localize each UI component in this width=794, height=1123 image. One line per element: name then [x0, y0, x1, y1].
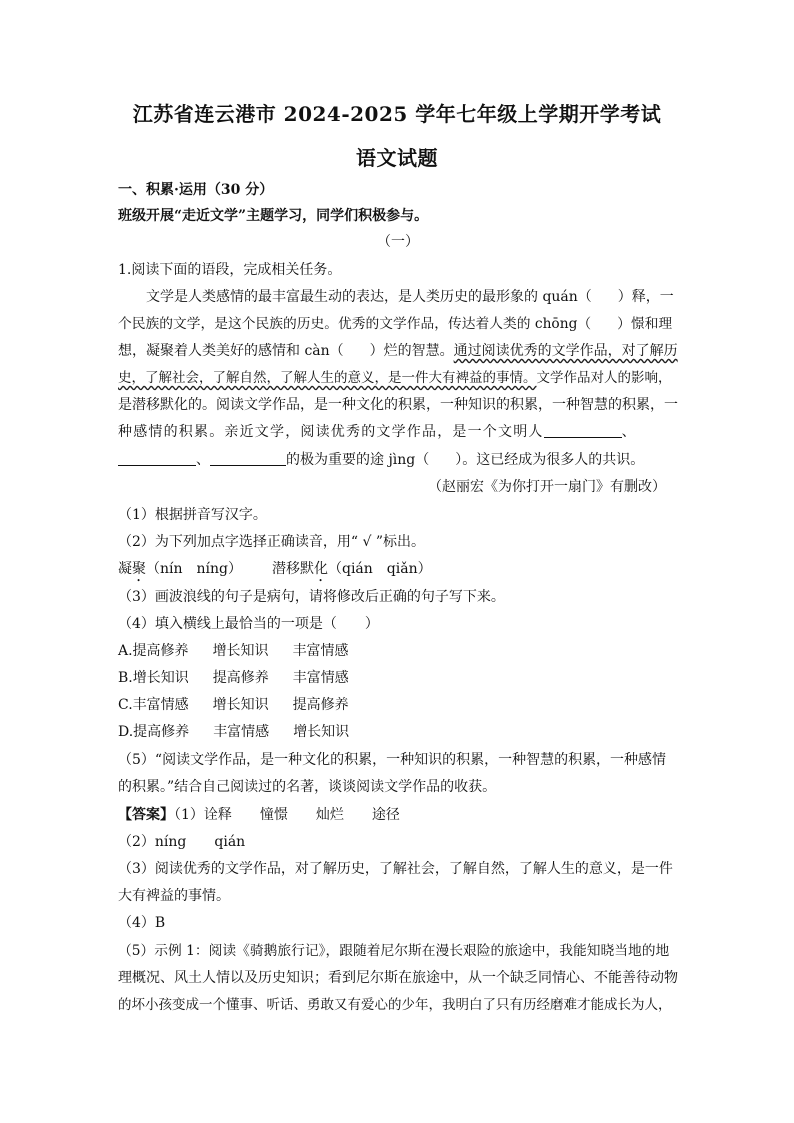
passage-line: 想，凝聚着人类美好的感情和 càn（ ）烂的智慧。通过阅读优秀的文学作品，对了解历	[118, 343, 678, 359]
subquestion-4: （4）填入横线上最恰当的一项是（ ）	[118, 616, 379, 632]
subquestion-2: （2）为下列加点字选择正确读音，用“ √ ”标出。	[118, 534, 426, 550]
pinyin-choices: 凝聚（nín níng） 潜移默化（qián qiǎn）	[118, 561, 432, 577]
answer-5-cont: 理概况、风土人情以及历史知识；看到尼尔斯在旅途中，从一个缺乏同情心、不能善待动物	[118, 970, 678, 986]
passage-line: 是潜移默化的。阅读文学作品，是一种文化的积累，一种知识的积累，一种智慧的积累，一	[118, 397, 678, 413]
section-intro: 班级开展“走近文学”主题学习，同学们积极参与。	[118, 208, 429, 224]
passage-line: 种感情的积累。亲近文学，阅读优秀的文学作品，是一个文明人 、	[118, 424, 637, 440]
option-b[interactable]: B.增长知识 提高修养 丰富情感	[118, 670, 349, 686]
answer-5-cont: 的坏小孩变成一个懂事、听话、勇敢又有爱心的少年，我明白了只有历经磨难才能成长为人，	[118, 997, 672, 1013]
question-prompt: 1.阅读下面的语段，完成相关任务。	[118, 262, 342, 278]
option-d[interactable]: D.提高修养 丰富情感 增长知识	[118, 724, 350, 740]
subquestion-1: （1）根据拼音写汉字。	[118, 507, 267, 523]
page-title: 江苏省连云港市 2024-2025 学年七年级上学期开学考试	[132, 102, 662, 126]
section-heading: 一、积累·运用（30 分）	[118, 182, 274, 198]
passage-line: 、 的极为重要的途 jìng（ ）。这已经成为很多人的共识。	[118, 450, 678, 470]
subquestion-3: （3）画波浪线的句子是病句，请将修改后正确的句子写下来。	[118, 589, 505, 605]
passage-line: 文学是人类感情的最丰富最生动的表达，是人类历史的最形象的 quán（ ）释，一	[146, 289, 674, 305]
answer-2: （2）níng qián	[118, 834, 246, 850]
option-c[interactable]: C.丰富情感 增长知识 提高修养	[118, 697, 349, 713]
passage-source: （赵丽宏《为你打开一扇门》有删改）	[428, 479, 666, 495]
answer-blank[interactable]	[118, 451, 196, 466]
answer-3-cont: 大有裨益的事情。	[118, 888, 230, 904]
subquestion-5-cont: 的积累。”结合自己阅读过的名著，谈谈阅读文学作品的收获。	[118, 779, 497, 795]
answer-4: （4）B	[118, 915, 166, 931]
answer-1: 【答案】（1）诠释 憧憬 灿烂 途径	[118, 807, 400, 823]
answer-blank[interactable]	[544, 423, 622, 438]
passage-line: 个民族的文学，是这个民族的历史。优秀的文学作品，传达着人类的 chōng（ ）憬和理	[118, 316, 673, 332]
answer-label: 【答案】	[118, 807, 174, 823]
passage-line: 史，了解社会，了解自然，了解人生的意义，是一件大有裨益的事情。文学作品对人的影响，	[118, 370, 672, 386]
wavy-sentence: 史，了解社会，了解自然，了解人生的意义，是一件大有裨益的事情。	[118, 370, 537, 386]
answer-blank[interactable]	[210, 451, 286, 466]
answer-3: （3）阅读优秀的文学作品，对了解历史，了解社会，了解自然，了解人生的意义，是一件	[118, 861, 673, 877]
part-label: （一）	[377, 234, 419, 250]
answer-5: （5）示例 1：阅读《骑鹅旅行记》，跟随着尼尔斯在漫长艰险的旅途中，我能知晓当地的地	[118, 943, 670, 959]
option-a[interactable]: A.提高修养 增长知识 丰富情感	[118, 643, 349, 659]
subquestion-5: （5）“阅读文学作品，是一种文化的积累，一种知识的积累，一种智慧的积累，一种感情	[118, 752, 667, 768]
page-subtitle: 语文试题	[356, 146, 438, 170]
wavy-sentence: 通过阅读优秀的文学作品，对了解历	[453, 343, 678, 359]
